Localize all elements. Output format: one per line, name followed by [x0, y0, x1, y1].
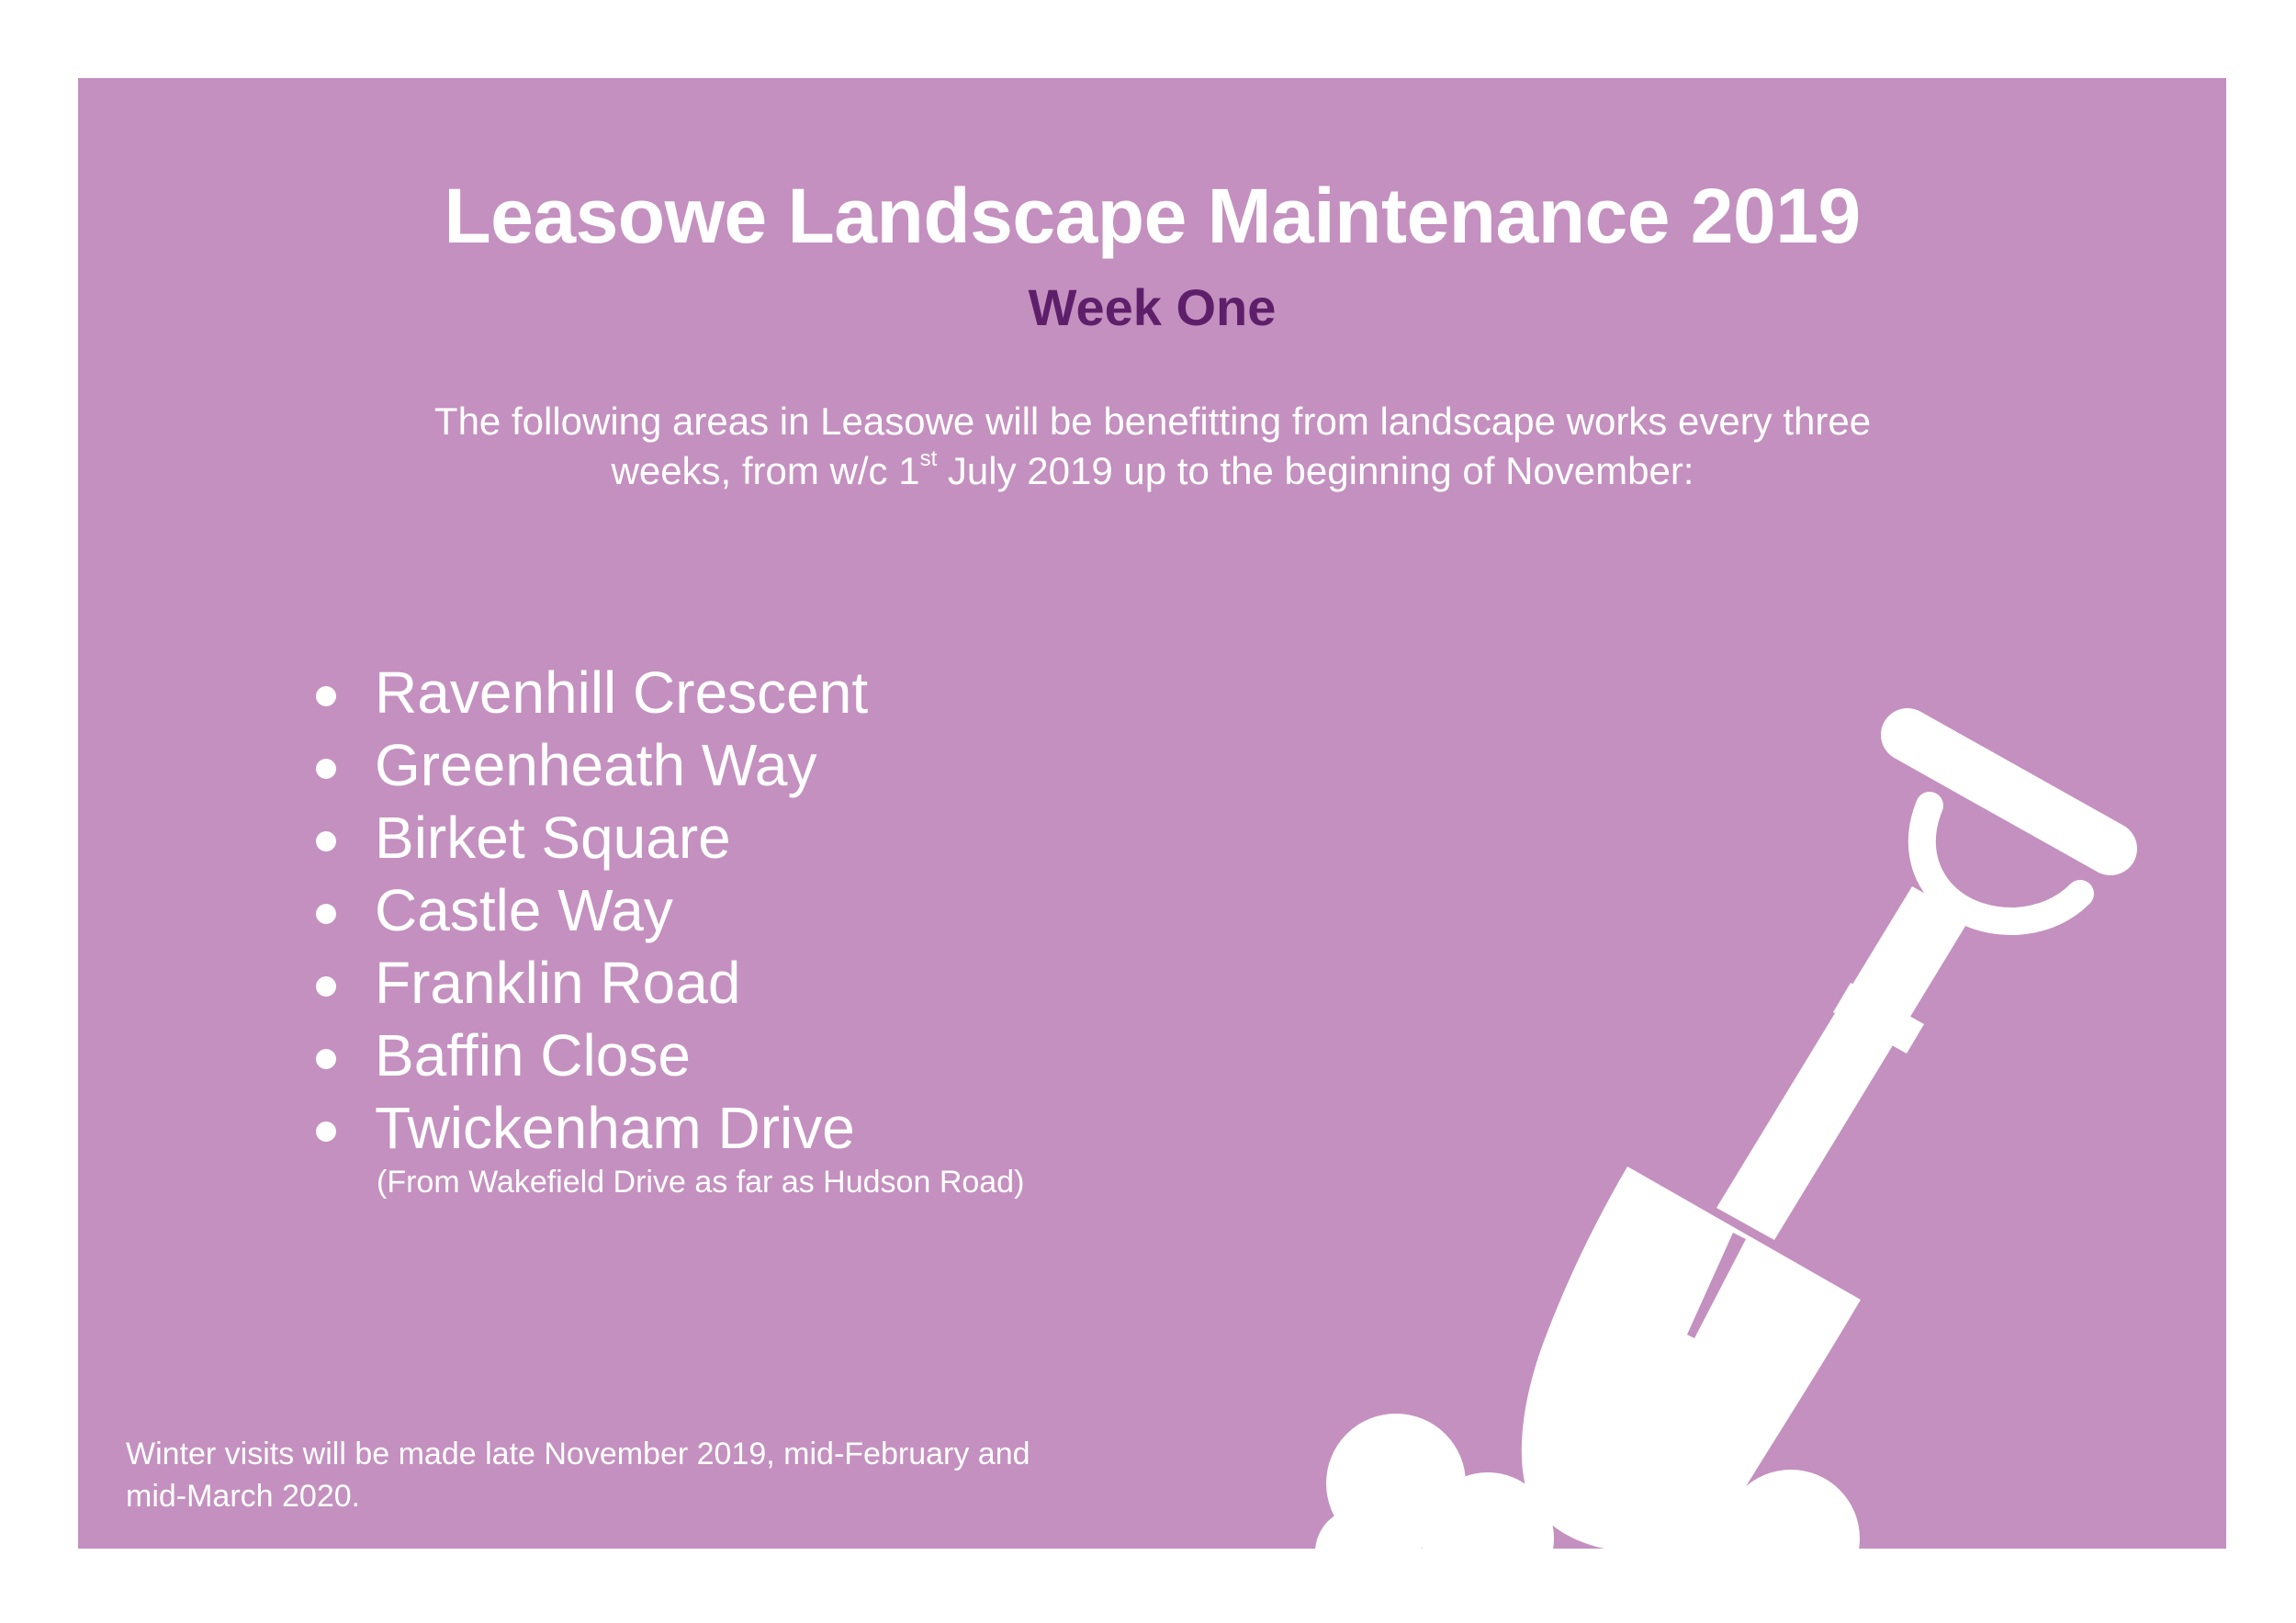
area-name: Castle Way: [375, 877, 673, 943]
intro-line-1: The following areas in Leasowe will be benefitting from landscape works every three: [433, 400, 1872, 443]
intro-line-2-start: weeks, from w/c 1: [611, 449, 920, 492]
area-name: Baffin Close: [375, 1022, 691, 1088]
area-name: Ravenhill Crescent: [375, 659, 869, 726]
area-note: (From Wakefield Drive as far as Hudson Road): [377, 1165, 1025, 1200]
area-name: Greenheath Way: [375, 732, 817, 798]
spade-in-soil-icon: [78, 78, 2226, 1549]
area-name: Twickenham Drive: [375, 1095, 855, 1161]
footer-line-1: Winter visits will be made late November 2019, mid-February and: [126, 1437, 1030, 1471]
area-name: Birket Square: [375, 805, 731, 871]
intro-ordinal-suffix: st: [919, 446, 938, 471]
area-name: Franklin Road: [375, 950, 741, 1016]
page-title: Leasowe Landscape Maintenance 2019: [444, 173, 1861, 259]
footer-line-2: mid-March 2020.: [126, 1479, 361, 1514]
notice-panel: [78, 78, 2226, 1549]
page-subtitle: Week One: [1028, 278, 1277, 336]
intro-line-2-end: July 2019 up to the beginning of November:: [937, 449, 1694, 492]
